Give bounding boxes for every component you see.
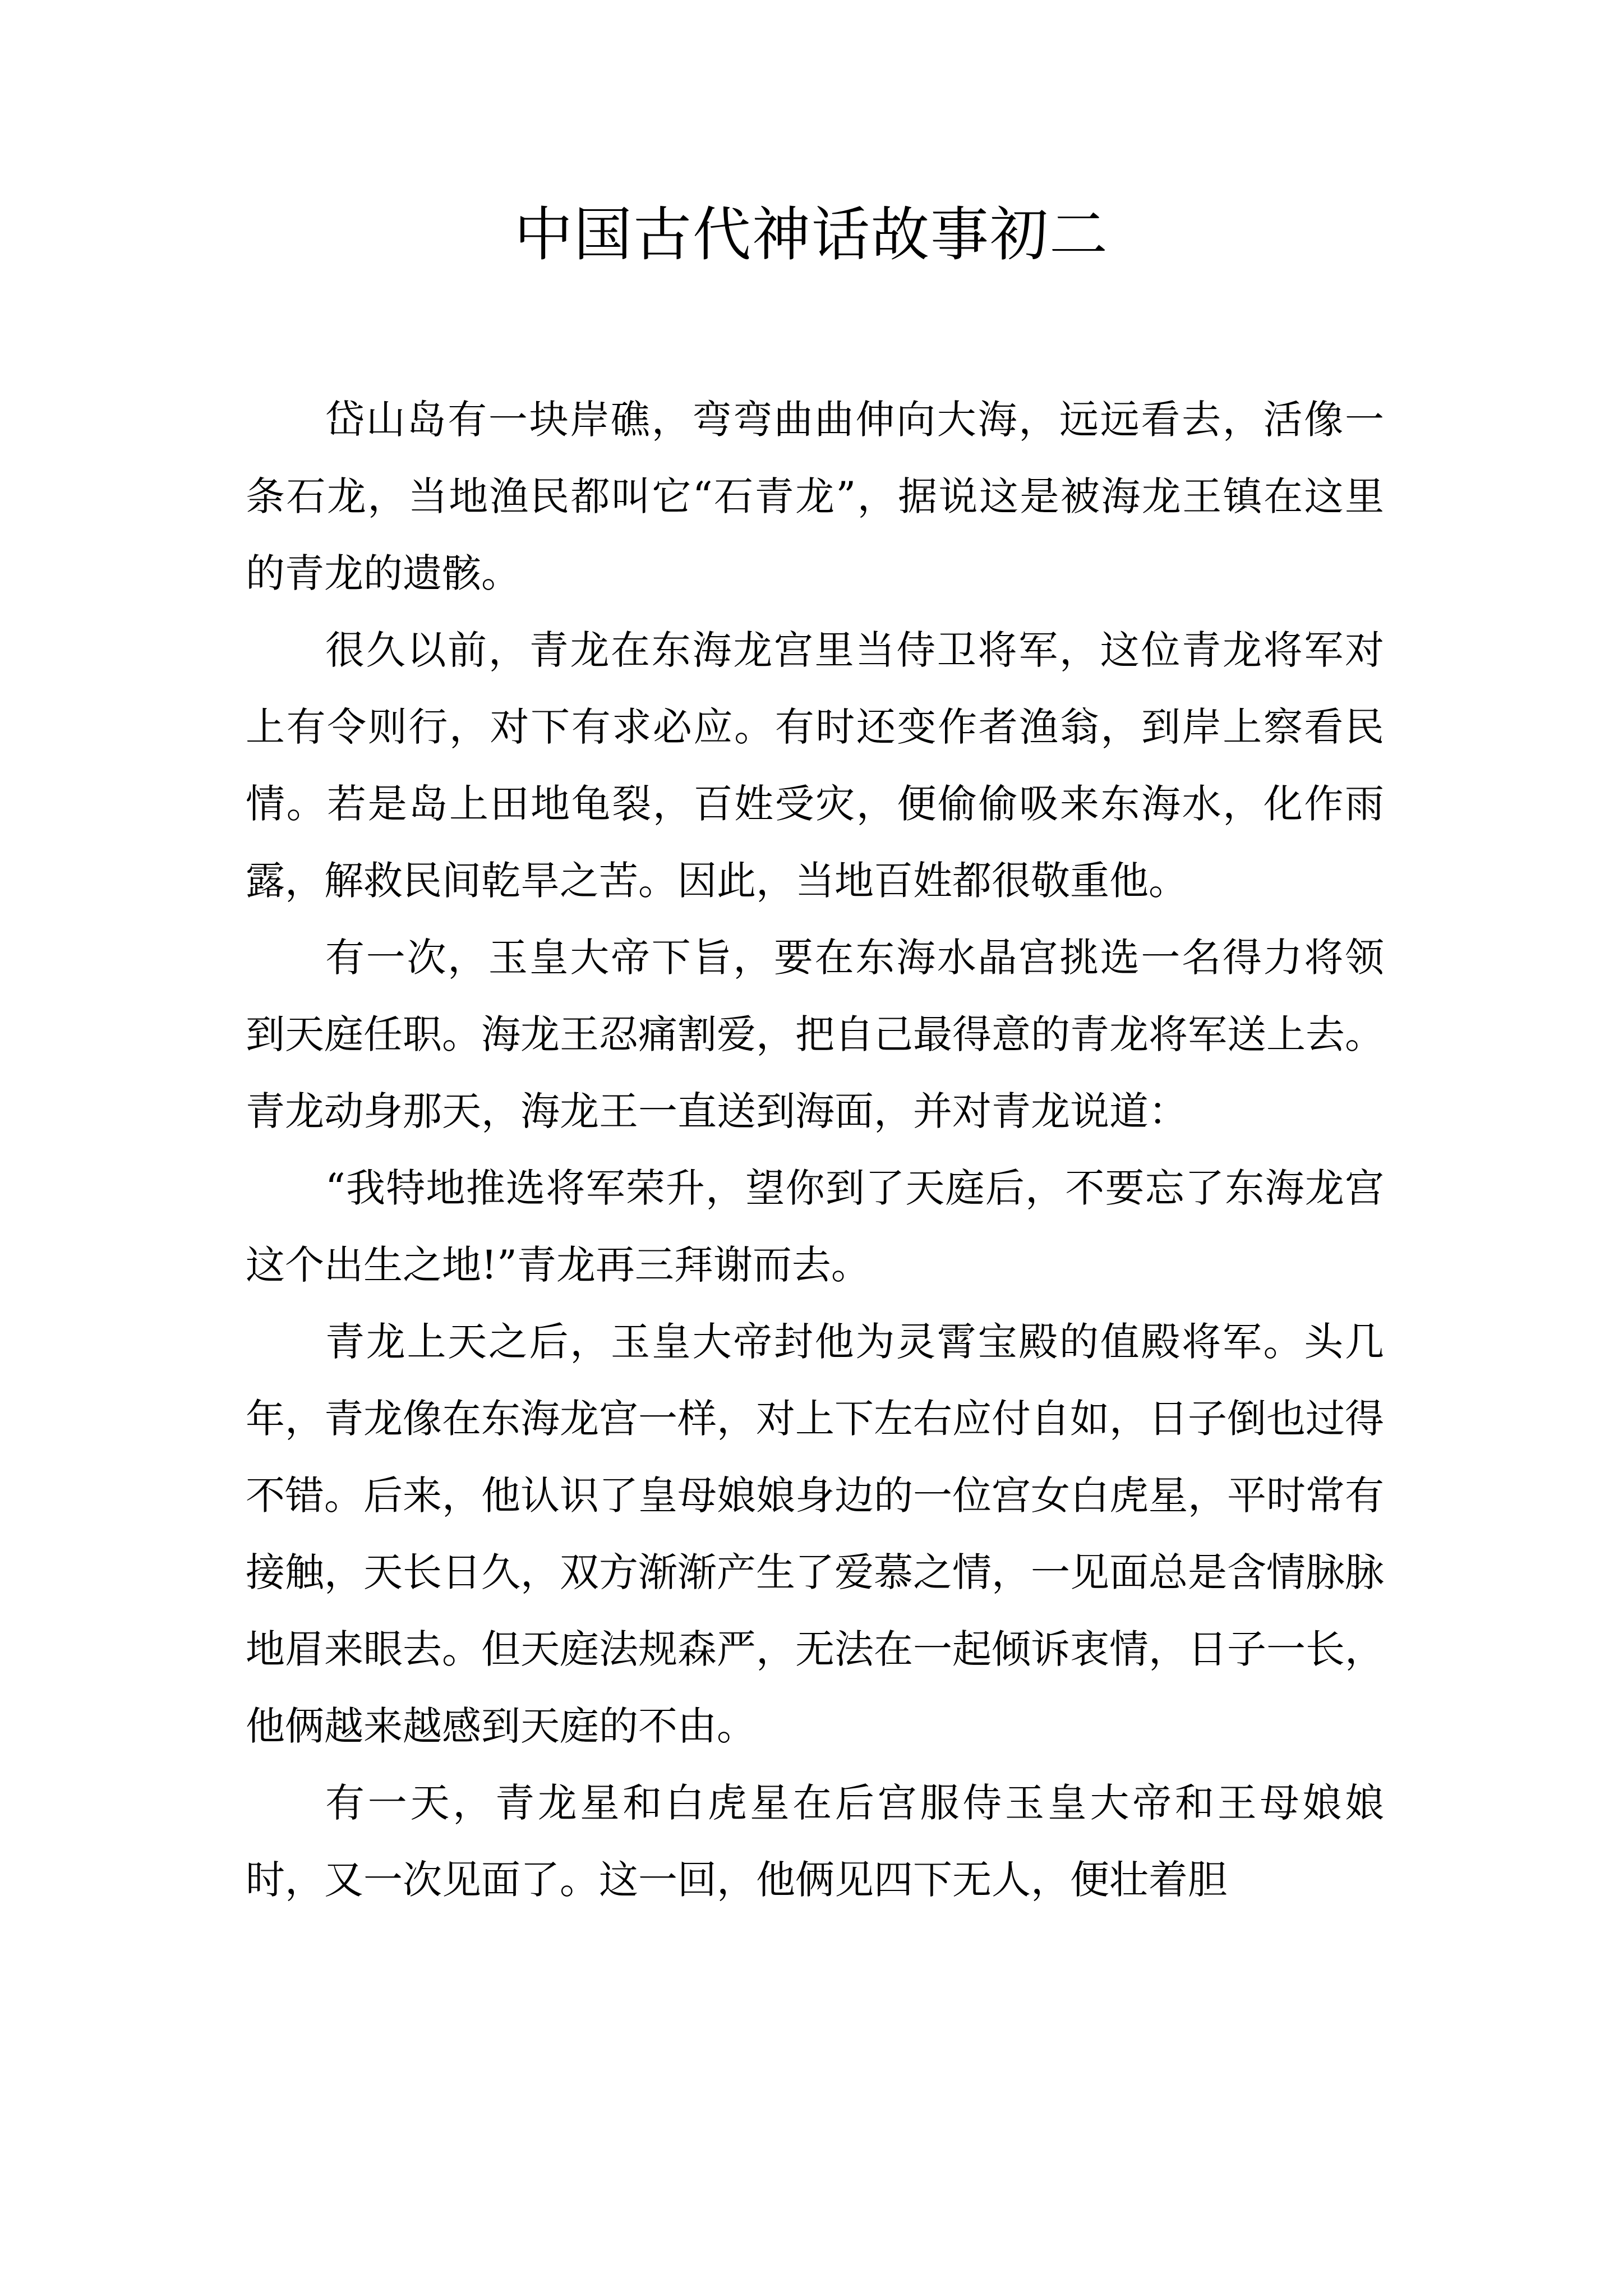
paragraph: 青龙上天之后，玉皇大帝封他为灵霄宝殿的值殿将军。头几年，青龙像在东海龙宫一样，对上下左右应付自如，日子倒也过得不错。后来，他认识了皇母娘娘身边的一位宫女白虎星，平时常有接触，天长日久，双方渐渐产生了爱慕之情，一见面总是含情脉脉地眉来眼去。但天庭法规森严，无法在一起倾诉衷情，日子一长，他俩越来越感到天庭的不由。 (246, 1319, 1384, 1749)
paragraph: 有一天，青龙星和白虎星在后宫服侍玉皇大帝和王母娘娘时，又一次见面了。这一回，他俩见四下无人，便壮着胆 (246, 1780, 1384, 1903)
document-body (246, 381, 1384, 1918)
document-title: 中国古代神话故事初二 (514, 200, 1109, 269)
paragraph: 有一次，玉皇大帝下旨，要在东海水晶宫挑选一名得力将领到天庭任职。海龙王忍痛割爱，把自己最得意的青龙将军送上去。青龙动身那天，海龙王一直送到海面，并对青龙说道： (246, 935, 1384, 1134)
paragraph: 岱山岛有一块岸礁，弯弯曲曲伸向大海，远远看去，活像一条石龙，当地渔民都叫它“石青龙”，据说这是被海龙王镇在这里的青龙的遗骸。 (246, 397, 1384, 596)
paragraph: “我特地推选将军荣升，望你到了天庭后，不要忘了东海龙宫这个出生之地!”青龙再三拜谢而去。 (246, 1165, 1384, 1288)
paragraph: 很久以前，青龙在东海龙宫里当侍卫将军，这位青龙将军对上有令则行，对下有求必应。有时还变作者渔翁，到岸上察看民情。若是岛上田地龟裂，百姓受灾，便偷偷吸来东海水，化作雨露，解救民间乾旱之苦。因此，当地百姓都很敬重他。 (246, 627, 1384, 904)
